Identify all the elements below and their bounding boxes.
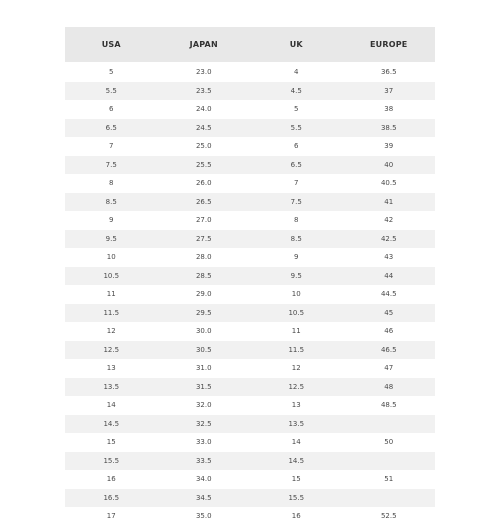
cell-uk: 12.5: [288, 382, 305, 391]
table-row: [65, 452, 435, 471]
cell-uk: 4: [294, 68, 299, 77]
cell-uk: 12: [291, 364, 301, 373]
cell-uk: 10: [291, 290, 301, 299]
cell-uk: 5.5: [290, 123, 302, 132]
column-header-usa: USA: [65, 27, 158, 62]
cell-uk: 5: [294, 105, 299, 114]
cell-uk: 13.5: [288, 419, 305, 428]
cell-japan: 23.0: [195, 68, 212, 77]
cell-europe: 45: [384, 308, 394, 317]
cell-uk: 6: [294, 142, 299, 151]
cell-japan: 23.5: [195, 86, 212, 95]
cell-usa: 13: [106, 364, 116, 373]
cell-uk: 14.5: [288, 456, 305, 465]
table-row: [65, 489, 435, 508]
cell-japan: 33.0: [195, 438, 212, 447]
column-header-japan: JAPAN: [158, 27, 251, 62]
cell-japan: 27.5: [195, 234, 212, 243]
table-row: [65, 230, 435, 249]
cell-usa: 8.5: [105, 197, 117, 206]
column-header-europe: EUROPE: [343, 27, 436, 62]
table-row: [65, 137, 435, 156]
cell-usa: 14.5: [103, 419, 120, 428]
cell-europe: 38.5: [380, 123, 397, 132]
cell-usa: 7: [109, 142, 114, 151]
cell-europe: 48.5: [380, 401, 397, 410]
cell-usa: 12: [106, 327, 116, 336]
cell-usa: 5.5: [105, 86, 117, 95]
cell-europe: 37: [384, 86, 394, 95]
cell-uk: 8.5: [290, 234, 302, 243]
cell-japan: 26.5: [195, 197, 212, 206]
cell-uk: 4.5: [290, 86, 302, 95]
cell-japan: 25.5: [195, 160, 212, 169]
cell-japan: 31.0: [195, 364, 212, 373]
table-body: [65, 62, 435, 526]
cell-europe: 46: [384, 327, 394, 336]
table-row: [65, 82, 435, 101]
cell-europe: 39: [384, 142, 394, 151]
cell-europe: 36.5: [380, 68, 397, 77]
table-row: [65, 119, 435, 138]
table-row: [65, 470, 435, 489]
cell-japan: 31.5: [195, 382, 212, 391]
cell-uk: 11.5: [288, 345, 305, 354]
cell-europe: 44: [384, 271, 394, 280]
cell-japan: 27.0: [195, 216, 212, 225]
table-row: [65, 507, 435, 526]
cell-europe: 50: [384, 438, 394, 447]
cell-usa: 12.5: [103, 345, 120, 354]
cell-japan: 34.5: [195, 493, 212, 502]
table-row: [65, 285, 435, 304]
cell-europe: 40: [384, 160, 394, 169]
cell-japan: 26.0: [195, 179, 212, 188]
header-row: [65, 27, 435, 62]
cell-usa: 6: [109, 105, 114, 114]
cell-europe: 43: [384, 253, 394, 262]
cell-europe: 46.5: [380, 345, 397, 354]
cell-usa: 11.5: [103, 308, 120, 317]
cell-europe: [343, 415, 436, 434]
cell-usa: 16: [106, 475, 116, 484]
cell-europe: 42: [384, 216, 394, 225]
cell-uk: 7.5: [290, 197, 302, 206]
cell-japan: 29.0: [195, 290, 212, 299]
cell-usa: 9.5: [105, 234, 117, 243]
cell-japan: 35.0: [195, 512, 212, 521]
cell-usa: 8: [109, 179, 114, 188]
cell-japan: 34.0: [195, 475, 212, 484]
table-row: [65, 304, 435, 323]
table-row: [65, 396, 435, 415]
table-row: [65, 100, 435, 119]
cell-usa: 15: [106, 438, 116, 447]
cell-uk: 15: [291, 475, 301, 484]
table-row: [65, 211, 435, 230]
cell-japan: 30.5: [195, 345, 212, 354]
cell-europe: 41: [384, 197, 394, 206]
cell-uk: 9.5: [290, 271, 302, 280]
cell-europe: 47: [384, 364, 394, 373]
table-row: [65, 322, 435, 341]
cell-usa: 13.5: [103, 382, 120, 391]
cell-europe: 40.5: [380, 179, 397, 188]
table-row: [65, 174, 435, 193]
cell-uk: 15.5: [288, 493, 305, 502]
cell-usa: 14: [106, 401, 116, 410]
cell-uk: 16: [291, 512, 301, 521]
cell-uk: 13: [291, 401, 301, 410]
size-conversion-table: [65, 27, 435, 526]
cell-usa: 5: [109, 68, 114, 77]
cell-japan: 32.0: [195, 401, 212, 410]
cell-uk: 14: [291, 438, 301, 447]
cell-japan: 29.5: [195, 308, 212, 317]
table-row: [65, 341, 435, 360]
table-row: [65, 193, 435, 212]
cell-europe: 42.5: [380, 234, 397, 243]
table-row: [65, 62, 435, 82]
cell-europe: 38: [384, 105, 394, 114]
cell-japan: 32.5: [195, 419, 212, 428]
cell-usa: 7.5: [105, 160, 117, 169]
table-row: [65, 433, 435, 452]
cell-europe: [343, 452, 436, 471]
table-row: [65, 378, 435, 397]
cell-europe: 48: [384, 382, 394, 391]
cell-uk: 9: [294, 253, 299, 262]
cell-europe: 52.5: [380, 512, 397, 521]
table-row: [65, 415, 435, 434]
cell-uk: 8: [294, 216, 299, 225]
cell-usa: 17: [106, 512, 116, 521]
cell-usa: 10: [106, 253, 116, 262]
cell-uk: 10.5: [288, 308, 305, 317]
cell-japan: 28.0: [195, 253, 212, 262]
cell-usa: 6.5: [105, 123, 117, 132]
table-row: [65, 267, 435, 286]
cell-uk: 11: [291, 327, 301, 336]
cell-europe: 51: [384, 475, 394, 484]
cell-japan: 30.0: [195, 327, 212, 336]
column-header-uk: UK: [250, 27, 343, 62]
cell-uk: 7: [294, 179, 299, 188]
cell-europe: 44.5: [380, 290, 397, 299]
table-row: [65, 248, 435, 267]
cell-japan: 25.0: [195, 142, 212, 151]
table-header: [65, 27, 435, 62]
cell-uk: 6.5: [290, 160, 302, 169]
cell-europe: [343, 489, 436, 508]
cell-japan: 24.0: [195, 105, 212, 114]
table-row: [65, 156, 435, 175]
cell-japan: 33.5: [195, 456, 212, 465]
cell-usa: 16.5: [103, 493, 120, 502]
cell-usa: 15.5: [103, 456, 120, 465]
table-row: [65, 359, 435, 378]
cell-usa: 11: [106, 290, 116, 299]
cell-usa: 9: [109, 216, 114, 225]
cell-usa: 10.5: [103, 271, 120, 280]
cell-japan: 28.5: [195, 271, 212, 280]
cell-japan: 24.5: [195, 123, 212, 132]
